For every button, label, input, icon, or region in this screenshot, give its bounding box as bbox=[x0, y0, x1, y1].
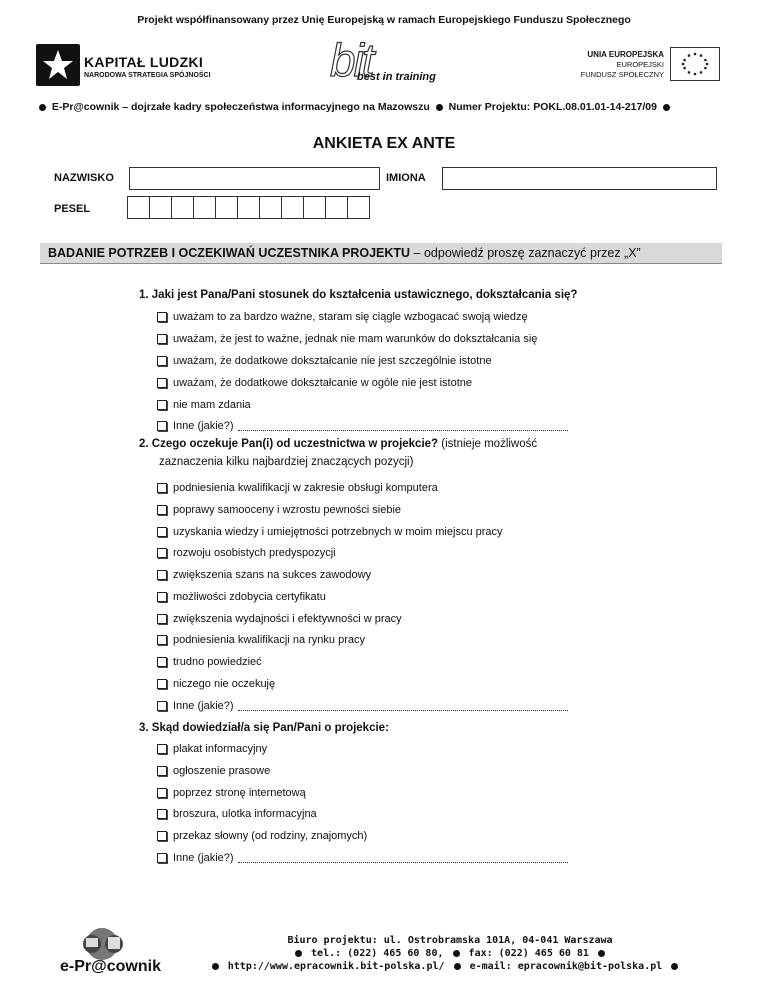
page-title: ANKIETA EX ANTE bbox=[312, 135, 456, 152]
option-row[interactable] bbox=[157, 333, 537, 345]
checkbox[interactable] bbox=[157, 505, 167, 515]
checkbox[interactable] bbox=[157, 334, 167, 344]
option-row[interactable] bbox=[157, 569, 371, 581]
cofinancing-note: Projekt współfinansowany przez Unię Europejską w ramach Europejskiego Funduszu Społecznego bbox=[137, 14, 631, 26]
bit-tagline: best in training bbox=[357, 71, 436, 83]
pesel-digit-box[interactable] bbox=[150, 197, 172, 218]
section-instruction: – odpowiedź proszę zaznaczyć przez „X” bbox=[410, 246, 641, 260]
name-label: IMIONA bbox=[386, 172, 426, 184]
pesel-digit-box[interactable] bbox=[304, 197, 326, 218]
footer-address: Biuro projektu: ul. Ostrobramska 101A, 04-041 Warszawa bbox=[287, 935, 613, 946]
option-row[interactable] bbox=[157, 678, 275, 690]
eu-line-2: EUROPEJSKI bbox=[616, 60, 664, 69]
bullet-icon bbox=[454, 963, 461, 970]
option-label: rozwoju osobistych predyspozycji bbox=[173, 547, 336, 559]
project-number: Numer Projektu: POKL.08.01.01-14-217/09 bbox=[448, 101, 657, 113]
question-3: 3. Skąd dowiedział/a się Pan/Pani o projekcie: bbox=[139, 722, 389, 734]
fill-in-line[interactable] bbox=[238, 701, 568, 711]
project-name: E-Pr@cownik – dojrzałe kadry społeczeństwa informacyjnego na Mazowszu bbox=[51, 101, 430, 113]
bullet-icon bbox=[598, 950, 605, 957]
pesel-digit-box[interactable] bbox=[194, 197, 216, 218]
option-row[interactable] bbox=[157, 808, 317, 820]
footer-web-line bbox=[200, 961, 690, 972]
option-row-other[interactable] bbox=[157, 420, 568, 432]
option-label: plakat informacyjny bbox=[173, 743, 268, 755]
section-header bbox=[40, 243, 722, 264]
bullet-icon bbox=[295, 950, 302, 957]
e-pracownik-icons bbox=[52, 927, 182, 961]
option-label: trudno powiedzieć bbox=[173, 656, 262, 668]
option-label: Inne (jakie?) bbox=[173, 420, 234, 432]
footer-fax: fax: (022) 465 60 81 bbox=[468, 948, 589, 959]
bit-logo: bit bbox=[330, 34, 373, 86]
option-label: poprzez stronę internetową bbox=[173, 787, 306, 799]
checkbox[interactable] bbox=[157, 527, 167, 537]
pesel-digit-box[interactable] bbox=[326, 197, 348, 218]
checkbox[interactable] bbox=[157, 483, 167, 493]
option-row[interactable] bbox=[157, 591, 326, 603]
section-title: BADANIE POTRZEB I OCZEKIWAŃ UCZESTNIKA PROJEKTU bbox=[48, 246, 411, 260]
option-row[interactable] bbox=[157, 377, 472, 389]
project-info-line bbox=[36, 101, 728, 113]
pesel-digit-box[interactable] bbox=[282, 197, 304, 218]
checkbox[interactable] bbox=[157, 744, 167, 754]
option-row-other[interactable] bbox=[157, 700, 568, 712]
checkbox[interactable] bbox=[157, 831, 167, 841]
pesel-digit-box[interactable] bbox=[216, 197, 238, 218]
question-2-note-line2: zaznaczenia kilku najbardziej znaczących pozycji) bbox=[159, 456, 414, 468]
e-pracownik-wordmark: e-Pr@cownik bbox=[60, 958, 161, 975]
checkbox[interactable] bbox=[157, 788, 167, 798]
checkbox[interactable] bbox=[157, 679, 167, 689]
checkbox[interactable] bbox=[157, 548, 167, 558]
bullet-icon bbox=[436, 104, 443, 111]
option-label: zwiększenia szans na sukces zawodowy bbox=[173, 569, 372, 581]
option-row[interactable] bbox=[157, 613, 402, 625]
kapital-ludzki-subtitle: NARODOWA STRATEGIA SPÓJNOŚCI bbox=[84, 72, 211, 79]
option-row[interactable] bbox=[157, 787, 306, 799]
eu-flag-icon bbox=[670, 47, 720, 81]
checkbox[interactable] bbox=[157, 809, 167, 819]
question-1: 1. Jaki jest Pana/Pani stosunek do kształcenia ustawicznego, dokształcania się? bbox=[139, 289, 578, 301]
pesel-digit-box[interactable] bbox=[238, 197, 260, 218]
pesel-label: PESEL bbox=[54, 203, 91, 215]
eu-logo-text bbox=[574, 50, 664, 80]
checkbox[interactable] bbox=[157, 421, 167, 431]
option-row[interactable] bbox=[157, 765, 270, 777]
option-row[interactable] bbox=[157, 311, 528, 323]
checkbox[interactable] bbox=[157, 635, 167, 645]
checkbox[interactable] bbox=[157, 312, 167, 322]
question-2 bbox=[139, 438, 537, 450]
bullet-icon bbox=[453, 950, 460, 957]
option-label: niczego nie oczekuję bbox=[173, 678, 276, 690]
option-label: broszura, ulotka informacyjna bbox=[173, 808, 317, 820]
checkbox[interactable] bbox=[157, 592, 167, 602]
checkbox[interactable] bbox=[157, 356, 167, 366]
name-field[interactable] bbox=[442, 167, 717, 190]
footer-phone-line bbox=[200, 948, 700, 959]
option-row[interactable] bbox=[157, 547, 336, 559]
option-row[interactable] bbox=[157, 504, 401, 516]
option-label: nie mam zdania bbox=[173, 399, 251, 411]
star-icon bbox=[36, 44, 80, 86]
option-label: uważam to za bardzo ważne, staram się ciągle wzbogacać swoją wiedzę bbox=[173, 311, 528, 323]
checkbox[interactable] bbox=[157, 570, 167, 580]
option-label: zwiększenia wydajności i efektywności w pracy bbox=[173, 613, 402, 625]
option-row[interactable] bbox=[157, 482, 438, 494]
bullet-icon bbox=[663, 104, 670, 111]
option-row[interactable] bbox=[157, 634, 365, 646]
checkbox[interactable] bbox=[157, 614, 167, 624]
option-label: uważam, że dodatkowe dokształcanie nie jest szczególnie istotne bbox=[173, 355, 492, 367]
option-label: ogłoszenie prasowe bbox=[173, 765, 271, 777]
checkbox[interactable] bbox=[157, 378, 167, 388]
question-2-text: 2. Czego oczekuje Pan(i) od uczestnictwa w projekcie? bbox=[139, 438, 439, 450]
eu-line-1: UNIA EUROPEJSKA bbox=[587, 50, 664, 59]
option-row[interactable] bbox=[157, 399, 251, 411]
fill-in-line[interactable] bbox=[238, 853, 568, 863]
option-label: przekaz słowny (od rodziny, znajomych) bbox=[173, 830, 368, 842]
footer-www[interactable]: http://www.epracownik.bit-polska.pl/ bbox=[227, 961, 445, 972]
option-label: uważam, że jest to ważne, jednak nie mam warunków do dokształcania się bbox=[173, 333, 538, 345]
option-label: poprawy samooceny i wzrostu pewności siebie bbox=[173, 504, 402, 516]
pesel-field[interactable] bbox=[127, 196, 370, 219]
kapital-ludzki-logo bbox=[36, 44, 80, 86]
option-row[interactable] bbox=[157, 656, 262, 668]
kapital-ludzki-title: KAPITAŁ LUDZKI bbox=[84, 54, 204, 70]
footer-email[interactable]: e-mail: epracownik@bit-polska.pl bbox=[469, 961, 663, 972]
option-label: uważam, że dodatkowe dokształcanie w ogóle nie jest istotne bbox=[173, 377, 473, 389]
checkbox[interactable] bbox=[157, 701, 167, 711]
question-2-note: (istnieje możliwość bbox=[438, 438, 538, 450]
option-label: Inne (jakie?) bbox=[173, 852, 234, 864]
option-label: możliwości zdobycia certyfikatu bbox=[173, 591, 326, 603]
bullet-icon bbox=[212, 963, 219, 970]
footer-tel: tel.: (022) 465 60 80, bbox=[311, 948, 444, 959]
surname-field[interactable] bbox=[129, 167, 380, 190]
checkbox[interactable] bbox=[157, 853, 167, 863]
checkbox[interactable] bbox=[157, 766, 167, 776]
option-row[interactable] bbox=[157, 830, 367, 842]
pesel-digit-box[interactable] bbox=[172, 197, 194, 218]
option-label: uzyskania wiedzy i umiejętności potrzebnych w moim miejscu pracy bbox=[173, 526, 503, 538]
option-row[interactable] bbox=[157, 355, 492, 367]
option-row-other[interactable] bbox=[157, 852, 568, 864]
option-label: podniesienia kwalifikacji w zakresie obsługi komputera bbox=[173, 482, 438, 494]
bullet-icon bbox=[671, 963, 678, 970]
fill-in-line[interactable] bbox=[238, 421, 568, 431]
option-label: podniesienia kwalifikacji na rynku pracy bbox=[173, 634, 365, 646]
option-row[interactable] bbox=[157, 526, 503, 538]
option-label: Inne (jakie?) bbox=[173, 700, 234, 712]
option-row[interactable] bbox=[157, 743, 267, 755]
bullet-icon bbox=[39, 104, 46, 111]
checkbox[interactable] bbox=[157, 400, 167, 410]
pesel-digit-box[interactable] bbox=[128, 197, 150, 218]
surname-label: NAZWISKO bbox=[54, 172, 114, 184]
pesel-digit-box[interactable] bbox=[348, 197, 370, 218]
pesel-digit-box[interactable] bbox=[260, 197, 282, 218]
eu-line-3: FUNDUSZ SPOŁECZNY bbox=[580, 70, 664, 79]
checkbox[interactable] bbox=[157, 657, 167, 667]
